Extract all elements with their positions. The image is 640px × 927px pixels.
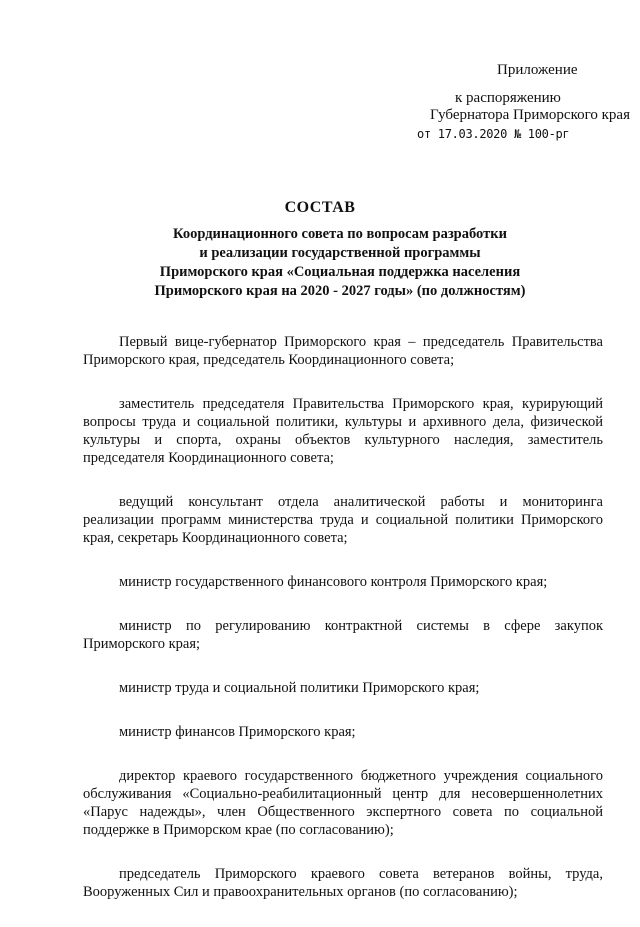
member-entry: министр государственного финансового контроля Приморского края; [119,574,548,590]
member-entry: министр труда и социальной политики Приморского края; [119,680,480,696]
document-subtitle [60,225,620,301]
member-entry: директор краевого государственного бюджетного учреждения социального обслуживания «Социально-реабилитационный центр для несовершеннолетних «Парус надежды», член Общественного экспертного совета по социальной поддержке в Приморском крае (по согласованию); [83,768,603,838]
appendix-label: Приложение [497,62,578,78]
document-title: СОСТАВ [284,199,356,216]
subtitle-line: Координационного совета по вопросам разработки [173,226,507,242]
members-list [83,333,603,927]
member-entry: председатель Приморского краевого совета ветеранов войны, труда, Вооруженных Сил и правоохранительных органов (по согласованию); [83,866,603,900]
subtitle-line: и реализации государственной программы [199,245,481,261]
member-entry: заместитель председателя Правительства Приморского края, курирующий вопросы труда и социальной политики, культуры и архивного дела, физической культуры и спорта, охраны объектов культурного наследия, заместитель председателя Координационного совета; [83,396,603,466]
member-entry: ведущий консультант отдела аналитической работы и мониторинга реализации программ министерства труда и социальной политики Приморского края, секретарь Координационного совета; [83,494,603,546]
to-order-label: к распоряжению [455,90,561,106]
order-reference: от 17.03.2020 № 100-рг [417,127,570,141]
member-entry: министр по регулированию контрактной системы в сфере закупок Приморского края; [83,618,603,652]
member-entry: Первый вице-губернатор Приморского края – председатель Правительства Приморского края, председатель Координационного совета; [83,334,603,368]
governor-label: Губернатора Приморского края [430,107,630,123]
member-entry: министр финансов Приморского края; [119,724,356,740]
subtitle-line: Приморского края «Социальная поддержка населения [159,264,521,280]
subtitle-line: Приморского края на 2020 - 2027 годы» (по должностям) [154,283,526,299]
